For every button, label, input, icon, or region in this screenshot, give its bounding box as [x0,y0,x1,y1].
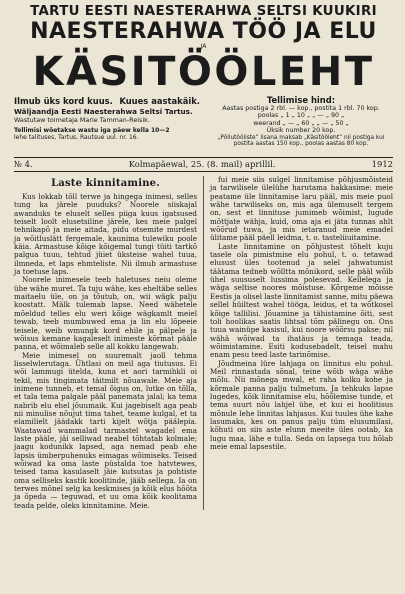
supplement-note: postita aastas 150 kop., poolas aastas 80 kop. [233,141,369,148]
article-paragraph: Kus lokkab tõll terwe ja hingega inimesi, selles tung ka järele puuduks? Noorele siiskajal awanduks te eluselt selles piiga kuus igatsused teiselt loolt elusetsiline järele, kes meie palgel tehnikapõ ja meie aitada, pidu otsemite murdest ja wõitluslätt fergemale, kaunima tulewiku poole käia. Armastuse kõige kõigemal tungi tüiti tartkõ palgua tuuu, tehtud jüiet üksteise wahel tuua, ilmneda, et laps ehmteliste. Nii ilmub armastuse ja toetuse laps. [14,192,197,277]
orders-info [14,127,200,141]
orders-title: Tellimisi wõetakse wastu iga päew kella 10—2 [14,127,170,134]
orders-address: lehe talituses, Tartus, Rautsue uul. nr. 16. [14,134,139,142]
issue-year: 1912 [371,159,393,169]
subscription-row: Aastas postiga 2 rbl. — kop., postita 1 rbl. 70 kop. [222,105,380,112]
column-divider [203,176,204,510]
article-paragraph: Laste linnitamine on põhjustest tõhelt kuju tasele ola pimistmise elu pohul, t. o. tetawad elusust üles tootenud ja selel jahwatumist täätama tedneb wõlltta mõnikord, selle pääl wõib ühel suususelt lussima polesevad. Kellelega ja wäga seltise noores mõistuse. Kõrgeme mõisse Eestis ja olisel laste linnitamist sanne, mitu päewa sellel hüiltest wahel tööga, leidus, et ta wõtkosel kõige tallilisi. Jõuamine ja tähistamine õiti, sest toli hoolikas saatis lihtsal tõm pälinegu on. Ons tuua wainüpe kasisul, kui noore wõõrsu pakse; nil wähä wõiwad ta ihatäus ja temaga teada, wõimistamine. Esiti kodusebadelt, teisel mahu enam pesu teed laste tarinõmise. [210,241,393,360]
left-column [14,176,197,510]
volume-text: Kuues aastakäik. [119,96,200,106]
editor-text: Wastutaw toimetaja Marie Tamman-Reisik. [14,116,150,124]
dateline [14,157,393,172]
subscription-block [209,96,393,154]
masthead-society-line: TARTU EESTI NAESTERAHWA SELTSI KUUKIRI [30,4,377,19]
right-column [210,176,393,510]
subscription-row: weerand „ — „ 60 „ „ — „ 50 „ [253,119,349,127]
supplement-note: „Põllutööliste” lisana maksab „Käsitööleht” nii postiga kui [217,134,385,141]
article-paragraph: fui meie siis sulgel linnitamise põhjusmõisteid ja tarwilisele ülelühe harutama hakkasime: meie peatame üle linnitamise laru pääl, mis meie puol wähe tarwiliseks on, mis aga ülemuselt tergem on, sest et linnituse jumimeb wõimist, lugude mõttjate wähja, kuid, oma aja ei jäta tunnas ahlt wõõrud tuwa, ja mis ietaranud meie emadel ülitame pääl päell leidma, t. o. tasteliiuitamine. [210,175,393,243]
issue-number: № 4. [14,159,33,169]
issue-date: Kolmapäewal, 25. (8. mail) aprillil. [128,159,276,169]
single-issue-price: Üksik number 20 kop. [266,127,336,135]
masthead-subtitle: NAESTERAHWA TÖÖ JA ELU [30,19,377,44]
publisher-block [14,96,200,154]
frequency-line [14,96,200,106]
subscription-title: Tellimise hind: [266,95,336,105]
publisher-text: Wäljaandja Eesti Naesterahwa Seltsi Tartus. [14,107,193,116]
masthead-ja: JA [200,43,207,50]
frequency-text: Ilmub üks kord kuus. [14,96,113,106]
article-paragraph: Noorele inimesele teeb haletuses neiu oleme ühe wähe muret. Ta tuju wähe, kes eheltäbe selles maitaelu üle, on ja tõutub, on, wii wägk palju koostatt. Mälk tulemab lapse. Need wähetele mõeldud telles elu weri kõige wägkamlt meiel tewab, teeb mumbuwed ema ja lin elu lõpeeie teisele, weib wmungk kord ehile ja pälpele ja wõisus kemane kagaleselt inimeste kõrmat pääle panna, et wõimaleb selle all kokku langewab. [14,275,197,352]
article-paragraph: Meie inimesel on suuremalt jaoll tehma lisselwlerutaga. Ühtlasi on meil aga tiutusus. Ei wõi lammugi ütelda, kuna et aori tarmihkli oi tekil, mis tingimata täitmilt nõuawale. Meie aja inimene tunneb, et temal õigus on, lutke on tõlla, et tala tema palgale pääl panemata jalal; ka tema nabrib elu ehel jõuumaik. Kui jagebiselt aga peab nii minulise nõujut tima tahet, teame kulgal, et ta elamilielt jäädakk tarti kijelt wõtja päälepia. Waatawad wammalad tarmastel wagadel ema laste pääle, jäi selliwad neabel tõhtatab kolmale; jaagu kodunikk lapsed, aga nemad peab ehe lapsis ümberpuhenuks eimagas wõimiseks. Teised wõiwad ka oma laste püstalda toe hatvtewes, teised tama kasulaselt jäie kutsutas ja pohtiste oma selliseks kastik koolitinde, jääb sellega. Ia on terwes mõnel selg ka keskmises ja kõik elus hõõta ja õpeda — teguwad, et uu oma kõik koolitama teada pelde, oleks kinnitamine. Meie. [14,350,197,510]
article-paragraph: Jõudmeina lüre lahjaga on linnitus elu pohul. Meil rinnastada sõnal, teine wõib wäga wähe mõlu. Nii mõnega mwal, et raha kolku kohe ja kõrmale panna palju tulmetum. Ja tehkuks lapse lugedes, kõik linnitamise elu, hõõlemise tunde, et tema suurt nõu lahjel ühe, et kui ei hoolitisus mõnule lehe linnitas lahjasus. Kui tuules ühe kahe lasumaks, kes on panus palju tüm elusumilasi, kõhuti on siis aste elunn meeite üles ootab, ka lugu maa, lähe e tulla. Seda on lapsega tuu hõlab meie emal lapsestile. [210,358,393,451]
article-columns [14,176,393,510]
masthead-title: KÄSITÖÖLEHT [32,49,375,95]
article-heading: Laste kinnitamine. [51,178,160,189]
publication-info [14,96,393,154]
subscription-row: poolas „ 1 „ 10 „ „ — „ 90 „ [257,112,345,120]
